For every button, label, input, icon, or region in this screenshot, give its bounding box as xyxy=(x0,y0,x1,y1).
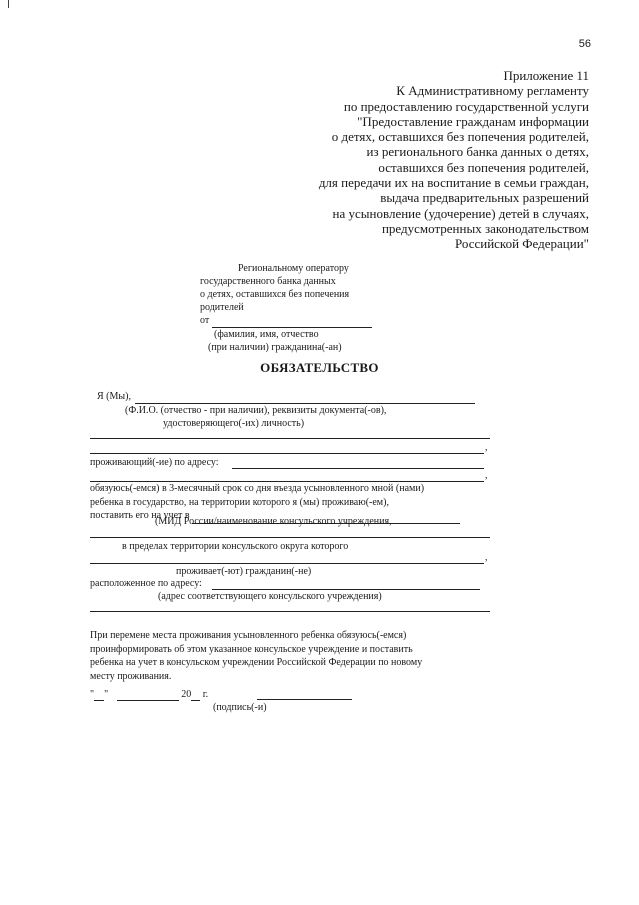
line-comma: , xyxy=(485,552,488,563)
signature-field[interactable] xyxy=(257,699,352,700)
appendix-line: по предоставлению государственной услуги xyxy=(343,98,589,114)
mid-caption: (МИД России/наименование консульского учреждения, xyxy=(155,516,392,527)
recipient-line: о детях, оставшихся без попечения xyxy=(200,289,350,300)
relocation-paragraph xyxy=(90,629,422,683)
line-comma: , xyxy=(485,470,488,481)
appendix-line: К Административному регламенту xyxy=(396,83,589,99)
document-details-line[interactable] xyxy=(90,438,490,439)
name-caption: (фамилия, имя, отчество xyxy=(214,329,319,340)
fio-caption: удостоверяющего(-их) личность) xyxy=(163,418,305,429)
name-caption: (при наличии) гражданина(-ан) xyxy=(208,342,342,353)
appendix-header xyxy=(319,68,589,252)
day-field[interactable] xyxy=(94,689,104,701)
date-row xyxy=(90,689,208,701)
appendix-line: Российской Федерации" xyxy=(454,236,589,252)
signature-caption: (подпись(-и) xyxy=(213,702,267,713)
relocation-line: проинформировать об этом указанное консульское учреждение и поставить xyxy=(90,643,413,655)
appendix-line: "Предоставление гражданам информации xyxy=(357,113,589,129)
obligation-text: поставить его на учет в xyxy=(90,510,190,522)
located-label: расположенное по адресу: xyxy=(90,578,202,589)
residing-label: проживающий(-ие) по адресу: xyxy=(90,457,219,468)
recipient-line: Региональному оператору xyxy=(238,263,349,274)
relocation-line: При перемене места проживания усыновленного ребенка обязуюсь(-емся) xyxy=(90,630,407,641)
month-field[interactable] xyxy=(117,689,179,701)
applicant-name-field[interactable] xyxy=(212,314,372,328)
lives-caption: проживает(-ют) гражданин(-не) xyxy=(176,566,312,577)
consulate-address-line[interactable] xyxy=(90,611,490,612)
appendix-line: выдача предварительных разрешений xyxy=(380,190,589,206)
from-row xyxy=(200,314,372,328)
document-details-line[interactable] xyxy=(90,453,484,454)
document-title: ОБЯЗАТЕЛЬСТВО xyxy=(260,360,379,375)
district-line[interactable] xyxy=(90,563,484,564)
appendix-line: на усыновление (удочерение) детей в случаях, xyxy=(332,205,589,221)
district-caption: в пределах территории консульского округа которого xyxy=(122,541,349,552)
date-quote: " xyxy=(90,689,95,700)
scan-margin-mark xyxy=(8,0,9,8)
date-quote: " xyxy=(104,689,109,700)
obligation-line: обязуюсь(-емся) в 3-месячный срок со дня въезда усыновленного мной (нами) xyxy=(90,483,425,494)
year-field[interactable] xyxy=(191,689,200,701)
appendix-line: предусмотренных законодательством xyxy=(381,220,589,236)
year-prefix: 20 xyxy=(181,689,192,700)
fio-caption: (Ф.И.О. (отчество - при наличии), реквизиты документа(-ов), xyxy=(125,405,387,416)
obligation-line: ребенка в государство, на территории которого я (мы) проживаю(-ем), xyxy=(90,496,389,508)
from-label: от xyxy=(200,315,210,326)
appendix-line: из регионального банка данных о детях, xyxy=(366,144,589,160)
appendix-line: Приложение 11 xyxy=(503,68,589,83)
relocation-line: месту проживания. xyxy=(90,670,172,682)
page-number: 56 xyxy=(578,38,591,50)
we-label: Я (Мы), xyxy=(97,391,131,402)
appendix-line: о детях, оставшихся без попечения родителей, xyxy=(331,129,589,145)
residence-address-field[interactable] xyxy=(232,468,484,469)
appendix-line: оставшихся без попечения родителей, xyxy=(378,159,589,175)
consulate-address-field[interactable] xyxy=(212,589,480,590)
year-suffix: г. xyxy=(202,689,209,700)
address-caption: (адрес соответствующего консульского учреждения) xyxy=(158,591,382,602)
recipient-line: государственного банка данных xyxy=(200,276,336,287)
appendix-line: для передачи их на воспитание в семьи граждан, xyxy=(318,175,589,191)
relocation-line: ребенка на учет в консульском учреждении Российской Федерации по новому xyxy=(90,657,423,669)
fio-field[interactable] xyxy=(135,403,475,404)
recipient-line: родителей xyxy=(200,302,244,313)
consulate-line[interactable] xyxy=(90,537,490,538)
line-comma: , xyxy=(485,442,488,453)
recipient-block xyxy=(200,262,372,354)
